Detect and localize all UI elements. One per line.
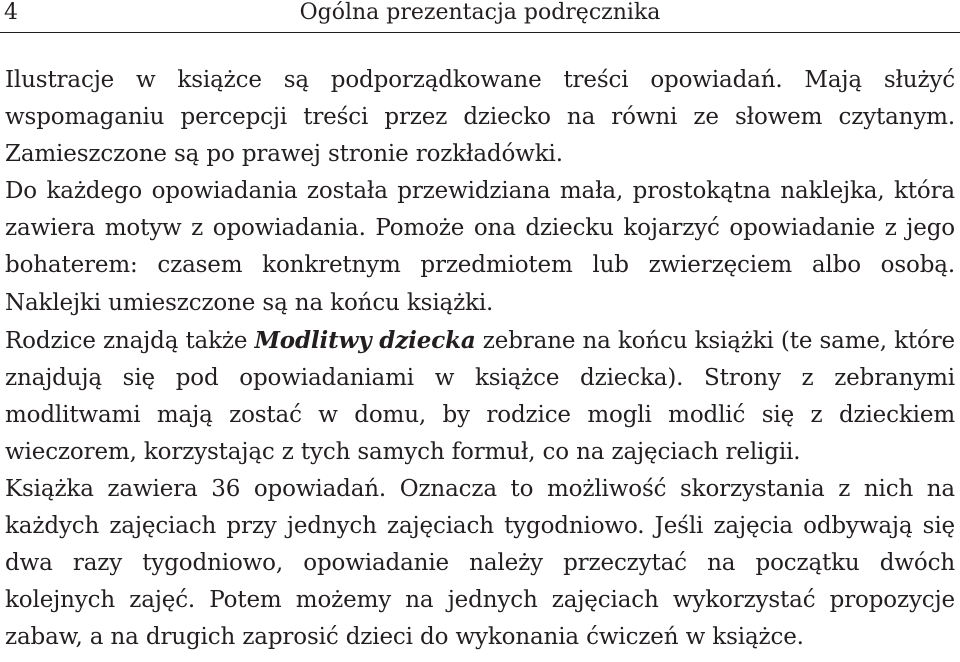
running-title: Ogólna prezentacja podręcznika: [299, 0, 661, 25]
paragraph-prayers-after: zebrane na końcu książki (te same, które znajdują się pod opowiadaniami w książce dziecka). Strony z zebranymi modlitwami mają zostać w domu, by rodzice mogli modlić się z dzieckiem wieczorem, korzystając z tych samych formuł, co na zajęciach religii.: [5, 327, 956, 465]
paragraph-stickers: Do każdego opowiadania została przewidziana mała, prostokątna naklejka, która zawiera motyw z opowiadania. Pomoże ona dziecku kojarzyć opowiadanie z jego bohaterem: czasem konkretnym przedmiotem lub zwierzęciem albo osobą. Naklejki umieszczone są na końcu książki.: [5, 178, 955, 316]
page-number: 4: [4, 0, 18, 25]
page-header: [0, 0, 960, 30]
book-title-emphasis: Modlitwy dziecka: [254, 326, 476, 354]
paragraph-stories-count: Książka zawiera 36 opowiadań. Oznacza to możliwość skorzystania z nich na każdych zajęciach przy jednych zajęciach tygodniowo. Jeśli zajęcia odbywają się dwa razy tygodniowo, opowiadanie należy przeczytać na początku dwóch kolejnych zajęć. Potem możemy na jednych zajęciach wykorzystać propozycje zabaw, a na drugich zaprosić dzieci do wykonania ćwiczeń w książce.: [5, 476, 955, 651]
header-rule: [0, 32, 960, 33]
paragraph-illustrations: Ilustracje w książce są podporządkowane treści opowiadań. Mają służyć wspomaganiu percepcji treści przez dziecko na równi ze słowem czytanym. Zamieszczone są po prawej stronie rozkładówki.: [5, 67, 955, 168]
paragraph-prayers-before: Rodzice znajdą także: [5, 327, 255, 354]
paragraph-prayers: [5, 322, 955, 471]
body-text: [5, 62, 955, 657]
